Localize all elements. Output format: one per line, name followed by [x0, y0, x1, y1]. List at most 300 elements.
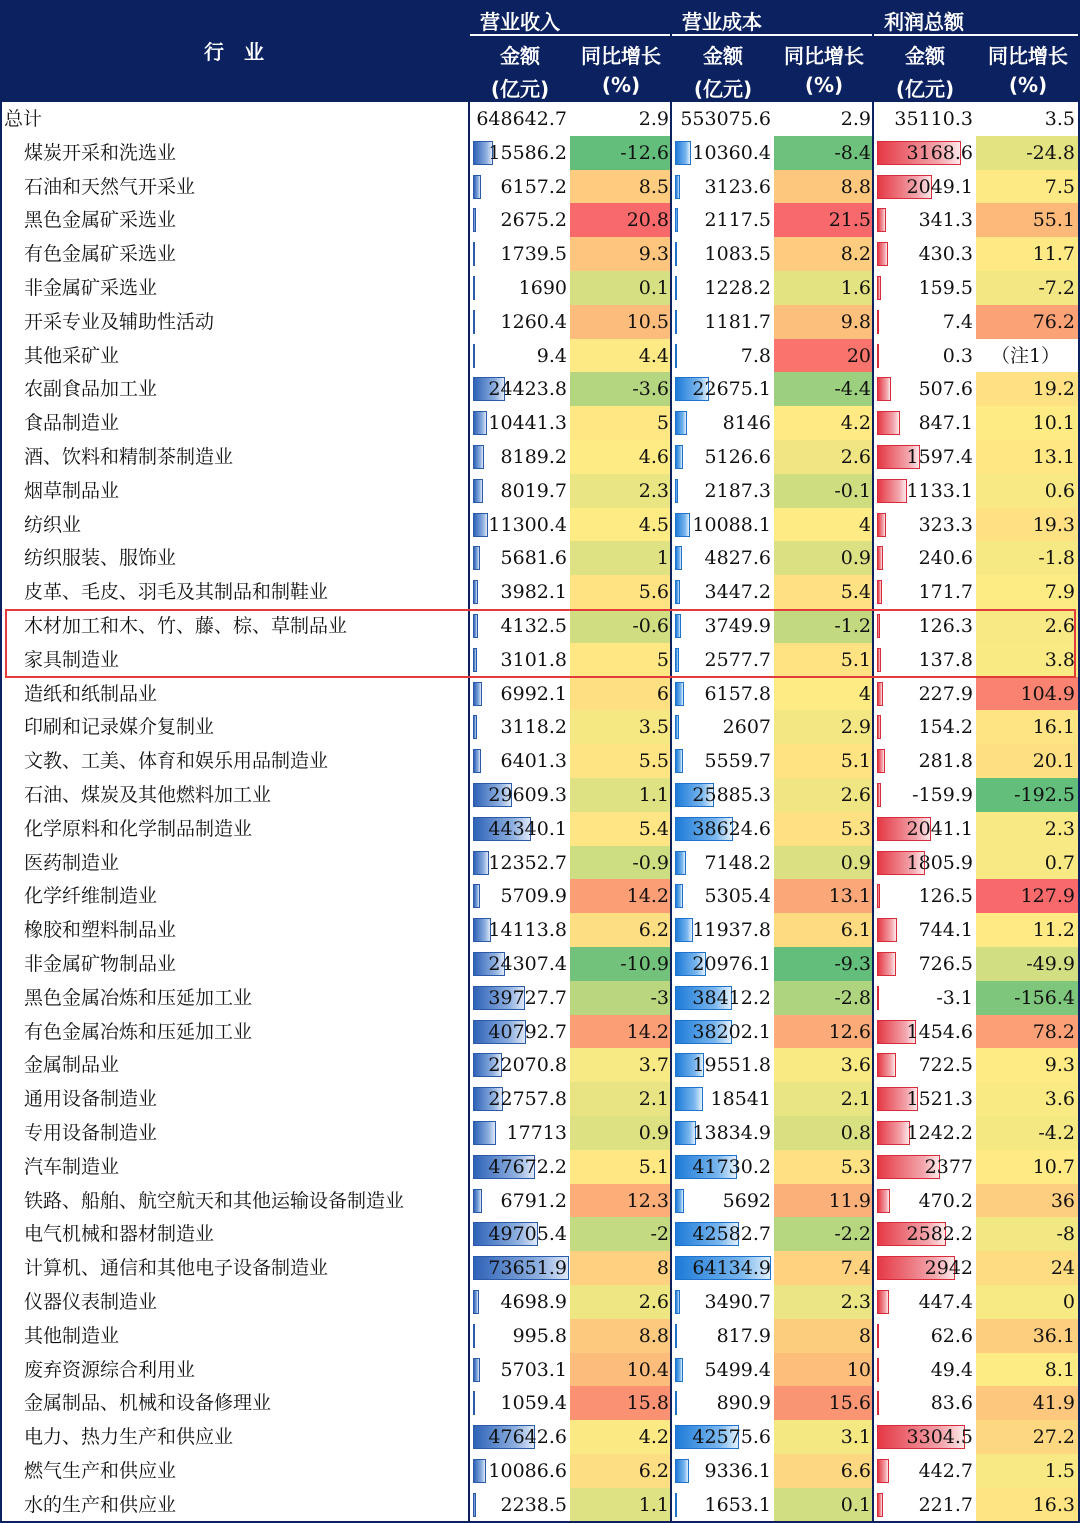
- value-text: 29609.3: [488, 784, 567, 806]
- cell-revg: [570, 170, 672, 204]
- row-label: 非金属矿物制品业: [24, 953, 177, 975]
- value-text: 42582.7: [692, 1223, 771, 1245]
- bar-rev: [473, 344, 475, 368]
- cell-profit: [874, 541, 976, 575]
- cell-cost: [672, 1082, 774, 1116]
- value-text: （注1）: [990, 345, 1061, 367]
- cell-costg: [774, 879, 874, 913]
- bar-profit: [877, 411, 900, 435]
- cell-profitg: [976, 744, 1078, 778]
- cell-cost: [672, 237, 774, 271]
- value-text: 2582.2: [906, 1223, 973, 1245]
- value-text: 5.1: [638, 1156, 669, 1178]
- bar-cost: [675, 1087, 703, 1111]
- bar-profit: [877, 749, 885, 773]
- value-text: 22675.1: [692, 378, 771, 400]
- value-text: 3101.8: [500, 649, 567, 671]
- cell-profitg: [976, 575, 1078, 609]
- bar-rev: [473, 513, 488, 537]
- cell-revg: [570, 1150, 672, 1184]
- cell-cost: [672, 541, 774, 575]
- cell-costg: [774, 305, 874, 339]
- value-text: 5: [656, 412, 669, 434]
- value-text: 1653.1: [704, 1494, 771, 1516]
- header-group-cost: 营业成本: [682, 10, 762, 34]
- cell-revg: [570, 406, 672, 440]
- value-text: 36: [1050, 1190, 1075, 1212]
- row-label: 造纸和纸制品业: [24, 683, 158, 705]
- row-label: 专用设备制造业: [24, 1122, 158, 1144]
- value-text: 5559.7: [704, 750, 771, 772]
- cell-profit: [874, 981, 976, 1015]
- cell-costg: [774, 541, 874, 575]
- cell-profitg: [976, 1488, 1078, 1522]
- cell-costg: [774, 102, 874, 136]
- header-cost-growth-unit: (%): [804, 73, 844, 97]
- cell-cost: [672, 1353, 774, 1387]
- value-text: 1.1: [638, 784, 669, 806]
- value-text: 10360.4: [692, 142, 771, 164]
- value-text: 1.5: [1044, 1460, 1075, 1482]
- value-text: 3.1: [840, 1426, 871, 1448]
- cell-profitg: [976, 981, 1078, 1015]
- value-text: 6401.3: [500, 750, 567, 772]
- value-text: 341.3: [918, 209, 973, 231]
- row-label: 黑色金属冶炼和压延加工业: [24, 987, 253, 1009]
- value-text: 20: [846, 345, 871, 367]
- cell-cost: [672, 1184, 774, 1218]
- cell-revg: [570, 1251, 672, 1285]
- cell-profit: [874, 947, 976, 981]
- row-label: 金属制品业: [24, 1054, 120, 1076]
- cell-profit: [874, 136, 976, 170]
- cell-costg: [774, 372, 874, 406]
- cell-rev: [470, 846, 570, 880]
- value-text: 8: [656, 1257, 669, 1279]
- bar-profit: [877, 1053, 896, 1077]
- value-text: 1.6: [840, 277, 871, 299]
- cell-profit: [874, 710, 976, 744]
- cell-profit: [874, 440, 976, 474]
- bar-cost: [675, 682, 684, 706]
- value-text: 2117.5: [704, 209, 771, 231]
- cell-profitg: [976, 812, 1078, 846]
- value-text: 1133.1: [906, 480, 973, 502]
- cell-rev: [470, 440, 570, 474]
- cell-costg: [774, 812, 874, 846]
- value-text: 2041.1: [906, 818, 973, 840]
- cell-profitg: [976, 170, 1078, 204]
- value-text: 11937.8: [692, 919, 771, 941]
- cell-rev: [470, 1319, 570, 1353]
- cell-costg: [774, 1420, 874, 1454]
- divider: [872, 0, 874, 1523]
- divider: [468, 0, 470, 1523]
- value-text: 4.2: [638, 1426, 669, 1448]
- bar-profit: [877, 208, 886, 232]
- cell-profit: [874, 913, 976, 947]
- value-text: 47672.2: [488, 1156, 567, 1178]
- value-text: 18541: [710, 1088, 771, 1110]
- bar-profit: [877, 1290, 889, 1314]
- row-label: 燃气生产和供应业: [24, 1460, 177, 1482]
- cell-cost: [672, 812, 774, 846]
- value-text: 19.3: [1032, 514, 1075, 536]
- bar-rev: [473, 1189, 482, 1213]
- cell-costg: [774, 508, 874, 542]
- bar-cost: [675, 1189, 684, 1213]
- cell-profit: [874, 575, 976, 609]
- cell-costg: [774, 1116, 874, 1150]
- value-text: 8.8: [840, 176, 871, 198]
- value-text: 11.7: [1032, 243, 1075, 265]
- cell-cost: [672, 508, 774, 542]
- value-text: 40792.7: [488, 1021, 567, 1043]
- bar-cost: [675, 242, 677, 266]
- value-text: 83.6: [930, 1392, 973, 1414]
- value-text: 2607: [722, 716, 771, 738]
- value-text: 15586.2: [488, 142, 567, 164]
- cell-cost: [672, 339, 774, 373]
- cell-profitg: [976, 913, 1078, 947]
- value-text: -0.9: [632, 852, 669, 874]
- cell-rev: [470, 575, 570, 609]
- value-text: -2.2: [834, 1223, 871, 1245]
- value-text: 12.3: [626, 1190, 669, 1212]
- value-text: 42575.6: [692, 1426, 771, 1448]
- value-text: 5703.1: [500, 1359, 567, 1381]
- cell-rev: [470, 541, 570, 575]
- cell-rev: [470, 879, 570, 913]
- value-text: 6992.1: [500, 683, 567, 705]
- value-text: 2942: [924, 1257, 973, 1279]
- value-text: 9.3: [1044, 1054, 1075, 1076]
- cell-cost: [672, 1420, 774, 1454]
- cell-cost: [672, 677, 774, 711]
- cell-costg: [774, 744, 874, 778]
- cell-costg: [774, 677, 874, 711]
- cell-rev: [470, 1454, 570, 1488]
- bar-profit: [877, 1459, 889, 1483]
- value-text: 0.9: [840, 547, 871, 569]
- bar-profit: [877, 783, 881, 807]
- cell-profit: [874, 372, 976, 406]
- highlight-box: [5, 609, 1076, 678]
- value-text: -192.5: [1014, 784, 1075, 806]
- value-text: -3: [650, 987, 669, 1009]
- cell-profitg: [976, 372, 1078, 406]
- value-text: -49.9: [1026, 953, 1075, 975]
- cell-cost: [672, 1386, 774, 1420]
- cell-profitg: [976, 102, 1078, 136]
- row-label: 木材加工和木、竹、藤、棕、草制品业: [24, 615, 348, 637]
- cell-rev: [470, 981, 570, 1015]
- cell-profitg: [976, 1048, 1078, 1082]
- value-text: 44340.1: [488, 818, 567, 840]
- value-text: 470.2: [918, 1190, 973, 1212]
- cell-rev: [470, 778, 570, 812]
- value-text: 24: [1050, 1257, 1075, 1279]
- row-label: 有色金属冶炼和压延加工业: [24, 1021, 253, 1043]
- bar-profit: [877, 513, 886, 537]
- cell-revg: [570, 237, 672, 271]
- value-text: 20976.1: [692, 953, 771, 975]
- value-text: 2.6: [638, 1291, 669, 1313]
- value-text: -2.8: [834, 987, 871, 1009]
- cell-costg: [774, 271, 874, 305]
- row-label: 文教、工美、体育和娱乐用品制造业: [24, 750, 329, 772]
- value-text: 4: [858, 514, 871, 536]
- cell-profitg: [976, 677, 1078, 711]
- cell-revg: [570, 508, 672, 542]
- value-text: 1521.3: [906, 1088, 973, 1110]
- cell-revg: [570, 744, 672, 778]
- cell-rev: [470, 1116, 570, 1150]
- value-text: 5709.9: [500, 885, 567, 907]
- cell-profit: [874, 846, 976, 880]
- cell-cost: [672, 440, 774, 474]
- cell-profitg: [976, 203, 1078, 237]
- row-label: 有色金属矿采选业: [24, 243, 177, 265]
- row-label: 金属制品、机械和设备修理业: [24, 1392, 272, 1414]
- cell-revg: [570, 102, 672, 136]
- value-text: 5.3: [840, 818, 871, 840]
- row-label: 印刷和记录媒介复制业: [24, 716, 215, 738]
- cell-profitg: [976, 474, 1078, 508]
- value-text: 8.8: [638, 1325, 669, 1347]
- cell-profit: [874, 879, 976, 913]
- cell-costg: [774, 778, 874, 812]
- value-text: 55.1: [1032, 209, 1075, 231]
- cell-revg: [570, 1015, 672, 1049]
- value-text: 104.9: [1020, 683, 1075, 705]
- row-label: 医药制造业: [24, 852, 120, 874]
- row-label: 总计: [4, 108, 43, 130]
- bar-cost: [675, 546, 682, 570]
- bar-rev: [473, 1324, 475, 1348]
- bar-rev: [473, 1459, 486, 1483]
- bar-cost: [675, 884, 683, 908]
- cell-costg: [774, 406, 874, 440]
- cell-profitg: [976, 305, 1078, 339]
- value-text: 21.5: [828, 209, 871, 231]
- value-text: 154.2: [918, 716, 973, 738]
- bar-profit: [877, 344, 879, 368]
- row-label: 化学纤维制造业: [24, 885, 158, 907]
- cell-profit: [874, 1353, 976, 1387]
- value-text: -156.4: [1014, 987, 1075, 1009]
- cell-cost: [672, 1116, 774, 1150]
- value-text: 11300.4: [488, 514, 567, 536]
- value-text: 24423.8: [488, 378, 567, 400]
- cell-cost: [672, 1015, 774, 1049]
- cell-rev: [470, 1184, 570, 1218]
- value-text: 127.9: [1020, 885, 1075, 907]
- value-text: 38624.6: [692, 818, 771, 840]
- bar-cost: [675, 851, 686, 875]
- value-text: 126.3: [918, 615, 973, 637]
- value-text: 1: [656, 547, 669, 569]
- cell-costg: [774, 1319, 874, 1353]
- value-text: 442.7: [918, 1460, 973, 1482]
- cell-revg: [570, 812, 672, 846]
- row-label: 煤炭开采和洗选业: [24, 142, 177, 164]
- cell-cost: [672, 913, 774, 947]
- cell-revg: [570, 913, 672, 947]
- value-text: 240.6: [918, 547, 973, 569]
- cell-profit: [874, 305, 976, 339]
- value-text: 0: [1062, 1291, 1075, 1313]
- value-text: 0.9: [840, 852, 871, 874]
- value-text: 8189.2: [500, 446, 567, 468]
- value-text: 64134.9: [692, 1257, 771, 1279]
- value-text: -1.8: [1038, 547, 1075, 569]
- cell-profit: [874, 1184, 976, 1218]
- value-text: 1690: [518, 277, 567, 299]
- cell-revg: [570, 778, 672, 812]
- value-text: 2.6: [840, 446, 871, 468]
- bar-rev: [473, 310, 475, 334]
- cell-profitg: [976, 947, 1078, 981]
- bar-profit: [877, 276, 881, 300]
- cell-rev: [470, 1082, 570, 1116]
- value-text: 6157.8: [704, 683, 771, 705]
- value-text: 2.1: [638, 1088, 669, 1110]
- cell-cost: [672, 778, 774, 812]
- value-text: 4.6: [638, 446, 669, 468]
- value-text: 227.9: [918, 683, 973, 705]
- value-text: 2049.1: [906, 176, 973, 198]
- value-text: 9.4: [536, 345, 567, 367]
- value-text: 3168.6: [906, 142, 973, 164]
- cell-rev: [470, 1150, 570, 1184]
- value-text: 890.9: [716, 1392, 771, 1414]
- bar-profit: [877, 1324, 879, 1348]
- cell-profit: [874, 170, 976, 204]
- cell-revg: [570, 1217, 672, 1251]
- cell-rev: [470, 677, 570, 711]
- bar-cost: [675, 445, 683, 469]
- cell-profitg: [976, 271, 1078, 305]
- value-text: -8.4: [834, 142, 871, 164]
- value-text: 47642.6: [488, 1426, 567, 1448]
- bar-rev: [473, 175, 481, 199]
- cell-rev: [470, 744, 570, 778]
- value-text: 6157.2: [500, 176, 567, 198]
- row-label: 酒、饮料和精制茶制造业: [24, 446, 234, 468]
- value-text: 5126.6: [704, 446, 771, 468]
- value-text: 10.7: [1032, 1156, 1075, 1178]
- cell-profitg: [976, 1217, 1078, 1251]
- cell-costg: [774, 1048, 874, 1082]
- row-label: 家具制造业: [24, 649, 120, 671]
- bar-rev: [473, 546, 480, 570]
- cell-cost: [672, 136, 774, 170]
- value-text: 4.4: [638, 345, 669, 367]
- value-text: 49.4: [930, 1359, 973, 1381]
- value-text: 2187.3: [704, 480, 771, 502]
- value-text: 5.4: [840, 581, 871, 603]
- cell-profit: [874, 1251, 976, 1285]
- value-text: 19.2: [1032, 378, 1075, 400]
- cell-profitg: [976, 1184, 1078, 1218]
- header-profit-growth: 同比增长: [988, 44, 1068, 68]
- value-text: 1.1: [638, 1494, 669, 1516]
- cell-revg: [570, 372, 672, 406]
- cell-profit: [874, 474, 976, 508]
- cell-profitg: [976, 406, 1078, 440]
- value-text: 16.1: [1032, 716, 1075, 738]
- value-text: 2.6: [840, 784, 871, 806]
- value-text: 2675.2: [500, 209, 567, 231]
- value-text: 3.5: [1044, 108, 1075, 130]
- cell-cost: [672, 102, 774, 136]
- cell-rev: [470, 913, 570, 947]
- cell-costg: [774, 1386, 874, 1420]
- cell-rev: [470, 237, 570, 271]
- cell-costg: [774, 710, 874, 744]
- value-text: 8.5: [638, 176, 669, 198]
- cell-rev: [470, 339, 570, 373]
- value-text: 2.9: [840, 108, 871, 130]
- cell-profitg: [976, 136, 1078, 170]
- value-text: 6.2: [638, 1460, 669, 1482]
- value-text: 7148.2: [704, 852, 771, 874]
- value-text: -24.8: [1026, 142, 1075, 164]
- bar-profit: [877, 952, 896, 976]
- cell-revg: [570, 271, 672, 305]
- value-text: 6.2: [638, 919, 669, 941]
- value-text: 5.6: [638, 581, 669, 603]
- value-text: 5692: [722, 1190, 771, 1212]
- header-cost-amount-unit: (亿元): [693, 77, 753, 101]
- value-text: 1597.4: [906, 446, 973, 468]
- cell-cost: [672, 1454, 774, 1488]
- value-text: 2577.7: [704, 649, 771, 671]
- bar-profit: [877, 986, 879, 1010]
- value-text: 24307.4: [488, 953, 567, 975]
- value-text: 11.9: [828, 1190, 871, 1212]
- cell-profit: [874, 1454, 976, 1488]
- cell-profitg: [976, 710, 1078, 744]
- cell-profitg: [976, 846, 1078, 880]
- cell-rev: [470, 812, 570, 846]
- value-text: 10086.6: [488, 1460, 567, 1482]
- cell-profitg: [976, 1420, 1078, 1454]
- value-text: 38412.2: [692, 987, 771, 1009]
- value-text: 995.8: [512, 1325, 567, 1347]
- row-label: 皮革、毛皮、羽毛及其制品和制鞋业: [24, 581, 329, 603]
- row-label: 纺织服装、服饰业: [24, 547, 177, 569]
- bar-rev: [473, 445, 484, 469]
- value-text: 3.6: [1044, 1088, 1075, 1110]
- bar-profit: [877, 1189, 890, 1213]
- bar-profit: [877, 1121, 910, 1145]
- value-text: 1059.4: [500, 1392, 567, 1414]
- cell-profit: [874, 1082, 976, 1116]
- cell-cost: [672, 1251, 774, 1285]
- cell-profit: [874, 1285, 976, 1319]
- bar-cost: [675, 1358, 683, 1382]
- cell-profitg: [976, 1285, 1078, 1319]
- cell-cost: [672, 744, 774, 778]
- header-rev-amount-unit: (亿元): [490, 77, 550, 101]
- value-text: 323.3: [918, 514, 973, 536]
- row-label: 橡胶和塑料制品业: [24, 919, 177, 941]
- cell-profit: [874, 1488, 976, 1522]
- value-text: 78.2: [1032, 1021, 1075, 1043]
- cell-revg: [570, 1319, 672, 1353]
